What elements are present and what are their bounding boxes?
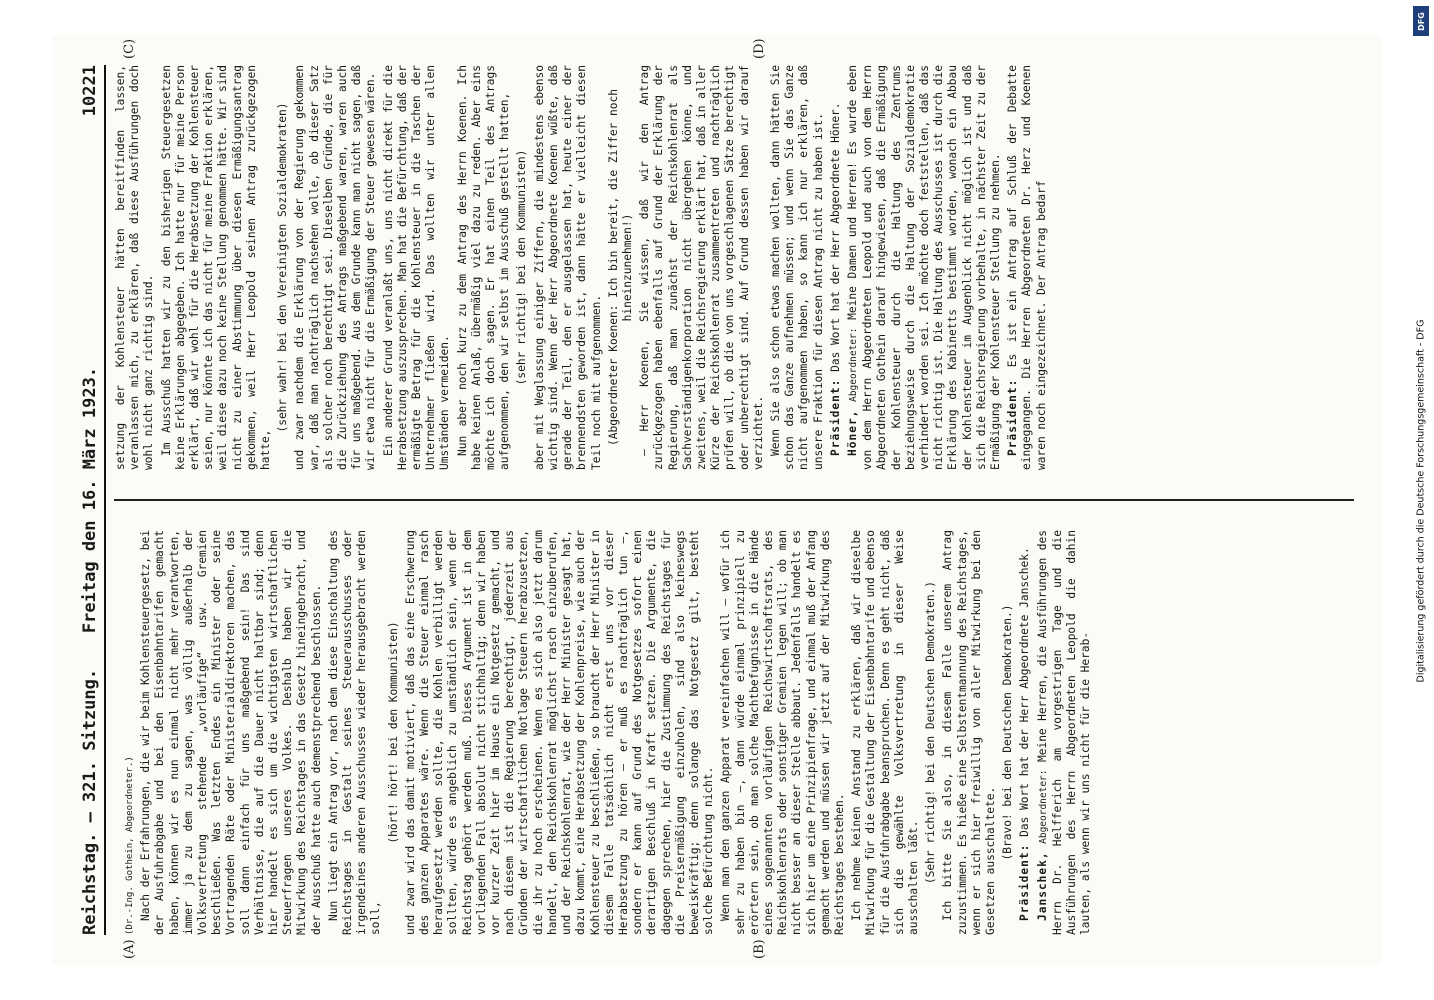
header-page-number: 10221 — [80, 65, 100, 117]
speaker-paragraph — [846, 65, 1003, 470]
left-column — [114, 530, 1354, 935]
margin-mark-d: (D) — [752, 38, 767, 59]
paragraph: Ich nehme keinen Anstand zu erklären, daß wir dieselbe Mitwirkung für die Gestaltung der Eisenbahntarife und ebenso für die Ausfuhrabgabe beanspruchen. Denn es geht nicht, daß sich die gewählte Volksvertretung in dieser Weise ausschalten läßt. — [850, 530, 920, 935]
column-divider — [114, 499, 1354, 501]
paragraph: Ich bitte Sie also, in diesem Falle unserem Antrag zuzustimmen. Es hieße eine Selbstentmannung des Reichstages, wenn er sich hier freiwillig von aller Mitwirkung bei den Gesetzen ausschaltete. — [941, 530, 997, 935]
paragraph: Im Ausschuß hatten wir zu den bisherigen Steuergesetzen keine Erklärungen abgegeben. Ich hatte nur für meine Person erklärt, daß wir wohl für die Herabsetzung der Kohlensteuer seien, nur könnte ich das nicht für meine Fraktion erklären, weil diese dazu noch keine Stellung genommen hätte. Wir sind nicht zu einer Abstimmung über diesen Ermäßigungsantrag gekommen, weil Herr Leopold seinen Antrag zurückgezogen hatte, — [159, 65, 273, 470]
page-header — [80, 65, 106, 935]
paragraph: — Herr Koenen, Sie wissen, daß wir den Antrag zurückgezogen haben ebenfalls auf Grund der Erklärung der Regierung, daß man zunächst der Reichskohlenrat als Sachverständigenkorporation nicht übergehen könne, und zweitens, weil die Reichsregierung erklärt hat, daß in aller Kürze der Reichskohlenrat zusammentreten und nachträglich prüfen will, ob die von uns vorgeschlagenen Sätze berechtigt oder unberechtigt sind. Auf Grund dessen haben wir darauf verzichtet. — [638, 65, 765, 470]
president-statement — [829, 65, 843, 470]
paragraph: aber mit Weglassung einiger Ziffern, die mindestens ebenso wichtig sind. Wenn der Herr Abgeordnete Koenen wüßte, daß gerade der Teil, den er ausgelassen hat, heute einer der brennendsten geworden ist, dann hätte er vielleicht diesen Teil noch mit aufgenommen. — [532, 65, 603, 470]
president-statement — [1006, 65, 1049, 470]
margin-mark-a: (A) — [122, 939, 137, 959]
paragraph: und zwar nachdem die Erklärung von der Regierung gekommen war, daß man nachträglich nachsehen wolle, ob dieser Satz als solcher noch berechtigt sei. Dieselben Gründe, die für die Zurückziehung des Antrags maßgebend waren, waren auch für uns maßgebend. Aus dem Grunde kann man nicht sagen, daß wir etwa nicht für die Ermäßigung der Steuer gewesen wären. — [293, 65, 378, 470]
credit-text: Digitalisierung gefördert durch die Deutsche Forschungsgemeinschaft - DFG — [1415, 319, 1427, 683]
speaker-continuation: (Dr.-Ing. Gothein, Abgeordneter.) — [125, 756, 135, 935]
paragraph: Ein anderer Grund veranlaßt uns, uns nicht direkt für die Herabsetzung auszusprechen. Man hat die Befürchtung, daß der ermäßigte Betrag für die Kohlensteuer in die Taschen der Unternehmer fließen wird. Das wollten wir unter allen Umständen vermeiden. — [381, 65, 452, 470]
margin-mark-b: (B) — [752, 939, 767, 959]
speaker-role: Abgeordneter: — [847, 327, 859, 402]
paragraph: Nun aber noch kurz zu dem Antrag des Herrn Koenen. Ich habe keinen Anlaß, übermäßig viel dazu zu reden. Aber eins möchte ich doch sagen. Er hat einen Teil des Antrags aufgenommen, den wir selbst im Ausschuß gestellt hatten, — [455, 65, 512, 470]
document-page — [52, 35, 1382, 965]
header-date: Freitag den 16. März 1923. — [80, 366, 100, 634]
interjection: (Sehr richtig! bei den Deutschen Demokraten.) — [924, 580, 938, 885]
paragraph: und zwar wird das damit motiviert, daß das eine Erschwerung des ganzen Apparates wäre. Wenn die Steuer einmal rasch heraufgesetzt werden sollte, die Kohlen verbilligt werden sollten, würde es angeblich zu umständlich sein, wenn der Reichstag gehört werden muß. Dieses Argument ist in dem vorliegenden Fall absolut nicht stichhaltig; denn wir haben vor kurzer Zeit hier im Hause ein Notgesetz gemacht, und nach diesem ist die Regierung berechtigt, jederzeit aus Gründen der wirtschaftlichen Notlage Steuern herabzusetzen, die ihr zu hoch erscheinen. Wenn es sich also jetzt darum handelt, den Reichskohlenrat möglichst rasch einzuberufen, und der Reichskohlenrat, wie der Herr Minister gesagt hat, dazu kommt, eine Herabsetzung der Kohlenpreise, wie auch der Kohlensteuer zu beschließen, so braucht der Herr Minister in diesem Falle tatsächlich nicht erst uns vor dieser Herabsetzung zu hören — er muß es nachträglich tun —, sondern er kann auf Grund des Notgesetzes sofort einen derartigen Beschluß in Kraft setzen. Die Argumente, die dagegen sprechen, hier die Zustimmung des Reichstages für die Preisermäßigung einzuholen, sind also keineswegs beweiskräftig; denn solange das Notgesetz gilt, besteht solche Befürchtung nicht. — [403, 530, 716, 935]
president-label: Präsident: — [1018, 843, 1032, 921]
paragraph: setzung der Kohlensteuer hätten bereitfinden lassen, veranlassen mich, zu erklären, daß diese Ausführungen doch wohl nicht ganz richtig sind. — [114, 65, 156, 470]
speech-text: Meine Herren, die Ausführungen des Herrn Dr. Helfferich am vorgestrigen Tage und die Ausführungen des Herrn Abgeordneten Leopold die dahin lauten, als wenn wir uns nicht für die Herab- — [1035, 530, 1093, 935]
paragraph: Wenn Sie also schon etwas machen wollten, dann hätten Sie schon das Ganze aufnehmen müssen; und wenn Sie das Ganze nicht aufgenommen haben, so kann ich nur erklären, daß unsere Fraktion für diesen Antrag nicht zu haben ist. — [768, 65, 825, 470]
interjection: (Abgeordneter Koenen: Ich bin bereit, die Ziffer noch hineinzunehmen!) — [606, 89, 634, 446]
speaker-name: Janschek, — [1035, 851, 1049, 921]
president-label: Präsident: — [828, 378, 842, 456]
paragraph: Wenn man den ganzen Apparat vereinfachen will — wofür ich sehr zu haben bin —, dann würde einmal prinzipiell zu erörtern sein, ob man solche Machtbefugnisse in die Hände eines sogenannten vorläufigen Reichswirtschaftsrats, des Reichskohlenrats oder sonstiger Gremien legen will; ob man nicht besser an dieser Stelle abbaut. Jedenfalls handelt es sich hier um eine Prinzipienfrage, und einmal muß der Anfang gemacht werden und müssen wir jetzt auf der Mitwirkung des Reichstages bestehen. — [719, 530, 846, 935]
speech-text: Meine Damen und Herren! Es wurde eben von dem Herrn Abgeordneten Leopold und auch von dem Herrn Abgeordneten Gothein darauf hingewiesen, daß die Ermäßigung der Kohlensteuer durch die Haltung des Zentrums beziehungsweise durch die Haltung der Sozialdemokratie verhindert worden sei. Ich möchte doch feststellen, daß das nicht richtig ist. Die Haltung des Ausschusses ist durch die Erklärung des Kabinetts bestimmt worden, wonach ein Abbau der Kohlensteuer im Augenblick nicht möglich ist und daß sich die Reichsregierung vorbehalte, in nächster Zeit zu der Ermäßigung der Kohlensteuer Stellung zu nehmen. — [845, 65, 1002, 470]
dfg-logo: DFG — [1413, 6, 1429, 36]
interjection: (Bravo! bei den Deutschen Demokraten.) — [1001, 604, 1015, 861]
digitization-credit — [1412, 6, 1430, 996]
president-label: Präsident: — [1006, 378, 1020, 456]
president-text: Das Wort hat der Herr Abgeordnete Janschek. — [1018, 547, 1032, 837]
speaker-name: Höner, — [845, 409, 859, 456]
president-statement — [1018, 530, 1032, 935]
speaker-role: Abgeordneter: — [1037, 769, 1049, 844]
paragraph: Nun liegt ein Antrag vor, nach dem diese Einschaltung des Reichstages in Gestalt seines Steuerausschusses oder irgendeines anderen Ausschusses wieder herausgebracht werden soll, — [326, 530, 383, 935]
speaker-paragraph — [1036, 530, 1094, 935]
president-text: Das Wort hat der Herr Abgeordnete Höner. — [828, 102, 842, 372]
president-text: Es ist ein Antrag auf Schluß der Debatte eingegangen. Die Herren Abgeordneten Dr. Herz und Koenen waren noch eingezeichnet. Der Antrag bedarf — [1006, 65, 1048, 470]
interjection: (sehr richtig! bei den Kommunisten) — [515, 149, 529, 386]
interjection: (sehr wahr! bei den Vereinigten Sozialdemokraten) — [276, 102, 290, 433]
right-column — [114, 65, 1354, 470]
paragraph: Nach der Erfahrungen, die wir beim Kohlensteuergesetz, bei der Ausfuhrabgabe und bei den Eisenbahntarifen gemacht haben, können wir es nun einmal nicht mehr verantworten, immer ja zu dem zu sagen, was völlig außerhalb der Volksvertretung stehende „vorläufige“ usw. Gremien beschließen. Was letzten Endes ein Minister oder seine Vortragenden Räte oder Ministerialdirektoren machen, das soll dann einfach für uns maßgebend sein! Das sind Verhältnisse, die auf die Dauer nicht haltbar sind; denn hier handelt es sich um die wichtigsten wirtschaftlichen Steuerfragen unseres Volkes. Deshalb haben wir die Mitwirkung des Reichstages in das Gesetz hineingebracht, und der Ausschuß hatte auch demenstprechend beschlossen. — [139, 530, 323, 935]
margin-mark-c: (C) — [122, 38, 137, 59]
interjection: (hört! hört! bei den Kommunisten) — [386, 621, 400, 844]
header-session: Reichstag. — 321. Sitzung. — [80, 668, 100, 935]
